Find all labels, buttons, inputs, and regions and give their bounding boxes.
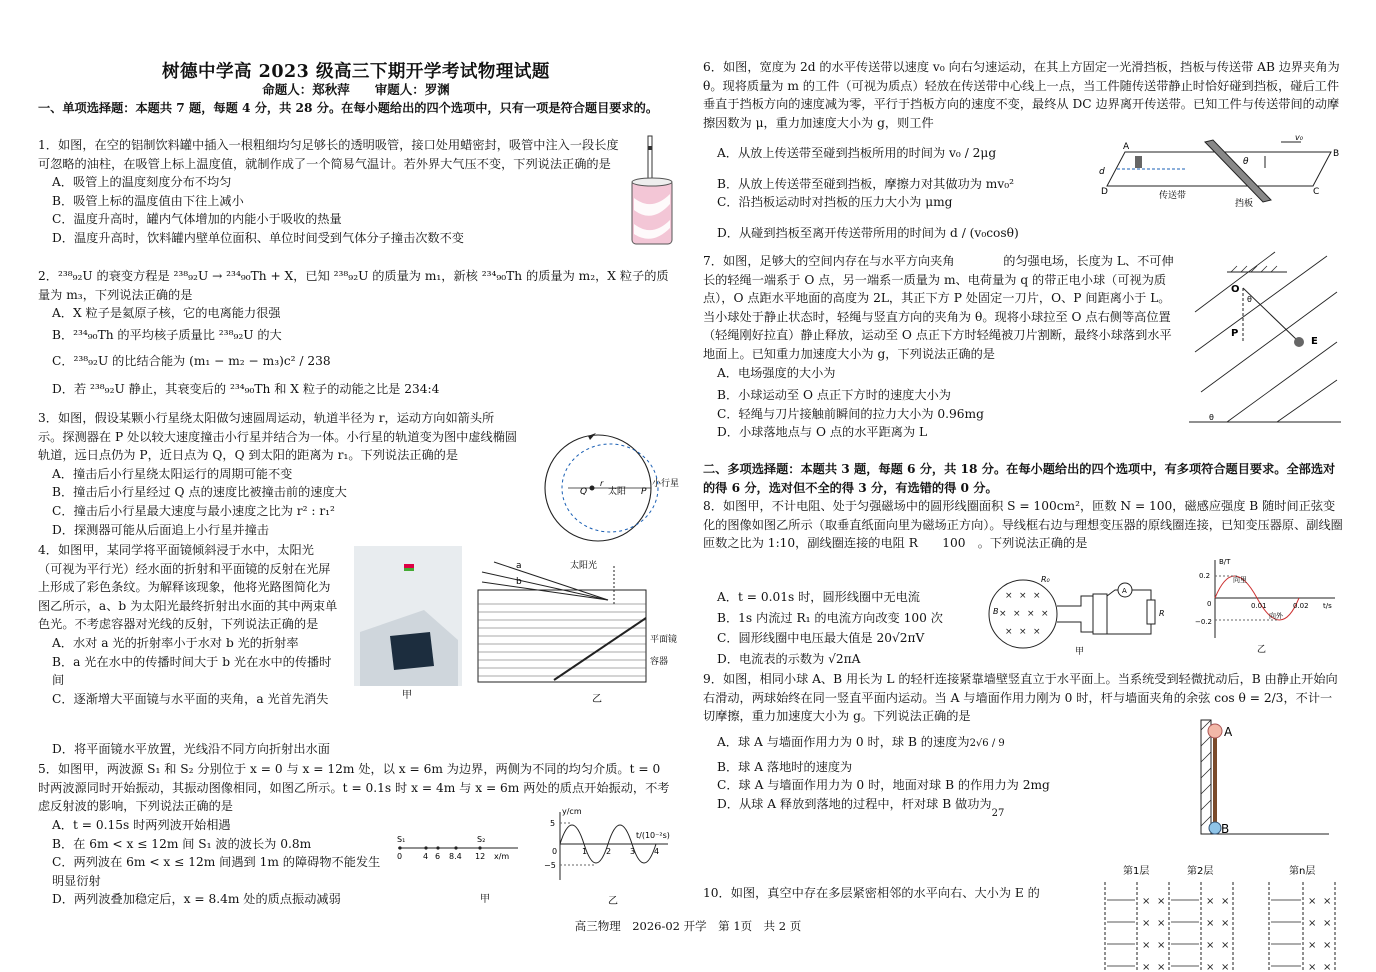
label-outward: 向外 xyxy=(1269,612,1283,620)
question-10 xyxy=(703,884,1103,903)
label-s1: S₁ xyxy=(397,835,406,844)
ball-b xyxy=(1209,822,1221,834)
svg-text:×: × xyxy=(1033,591,1041,601)
tick-0-02: 0.02 xyxy=(1293,602,1309,610)
q7-option-c: C．轻绳与刀片接触前瞬间的拉力大小为 0.96mg xyxy=(717,406,984,421)
direction-arrow xyxy=(588,433,596,440)
q2-option-a: A．X 粒子是氦原子核，它的电离能力很强 xyxy=(52,306,281,321)
q1-option-c: C．温度升高时，罐内气体增加的内能小于吸收的热量 xyxy=(52,212,342,227)
wire-left xyxy=(1057,596,1093,606)
label-q: Q xyxy=(580,487,588,497)
svg-text:×: × xyxy=(1157,896,1166,907)
svg-text:×: × xyxy=(1308,940,1317,951)
question-1 xyxy=(38,136,620,248)
axis-unit: x/m xyxy=(494,852,510,861)
q10-stem: 10．如图，真空中存在多层紧密相邻的水平向右、大小为 E 的 xyxy=(703,886,1040,900)
label-s2: S₂ xyxy=(477,835,486,844)
label-p: P xyxy=(641,487,647,497)
q9-option-a xyxy=(703,733,1163,754)
label-asteroid: 小行星 xyxy=(652,479,680,489)
q8-stem: 8．如图甲，不计电阻、处于匀强磁场中的圆形线圈面积 S = 100cm²，匝数 N = 100，磁感应强度 B 随时间正弦变化的图像如图乙所示（取垂直纸面向里为磁场正方向）。导线框右边与理想变压器的原线圈连接，已知变压器原、副线圈匝数之比为 1:10，副线圈连接的电阻 R 100 。下列说法正确的是 xyxy=(703,499,1343,551)
label-yi: 乙 xyxy=(592,694,602,705)
rod-balls-figure xyxy=(1197,716,1337,842)
q5-stem: 5．如图甲，两波源 S₁ 和 S₂ 分别位于 x = 0 与 x = 12m 处，以 x = 6m 为边界，两侧为不同的均匀介质。t = 0 时两波源同时开始振动，其振动图像相同，如图乙所示。t = 0.1s 时 x = 4m 与 x = 6m 两处的质点开始振动，不考虑反射波的影响，下列说法正确的是 xyxy=(38,762,670,814)
label-a6: A xyxy=(1123,142,1130,152)
svg-text:×: × xyxy=(1019,627,1027,637)
svg-text:×: × xyxy=(1206,896,1215,907)
svg-text:×: × xyxy=(1142,962,1151,972)
q7-stem: 7．如图，足够大的空间内存在与水平方向夹角 的匀强电场，长度为 L、不可伸长的轻绳一端系于 O 点，另一端系一质量为 m、电荷量为 q 的带正电小球（可视为质点），O 点距水平地面的高度为 2L，其正下方 P 处固定一刀片，O、P 间距离小于 L。当小球处于静止状态时，轻绳与竖直方向的夹角为 θ。现将小球拉至 O 点右侧等高位置（轻绳刚好拉直）静止释放，运动至 O 点正下方时轻绳被刀片割断，最终小球落到水平地面上。已知重力加速度大小为 g，下列说法正确的是 xyxy=(703,254,1174,361)
label-mirror: 平面镜 xyxy=(650,635,678,645)
svg-text:×: × xyxy=(1142,940,1151,951)
q8-option-d: D．电流表的示数为 √2πA xyxy=(717,651,861,666)
tick-0-01: 0.01 xyxy=(1251,602,1267,610)
q1-option-a: A．吸管上的温度刻度分布不均匀 xyxy=(52,175,232,190)
rod xyxy=(1213,736,1217,826)
label-r: r xyxy=(600,479,604,488)
q1-option-d: D．温度升高时，饮料罐内壁单位面积、单位时间受到气体分子撞击次数不变 xyxy=(52,230,464,245)
tick-4: 4 xyxy=(423,852,429,861)
b-t-graph-figure xyxy=(1193,554,1343,660)
svg-text:×: × xyxy=(1206,940,1215,951)
tick-12: 12 xyxy=(475,852,486,861)
label-ball-a: A xyxy=(1224,725,1233,739)
q4-option-a: A．水对 a 光的折射率小于水对 b 光的折射率 xyxy=(52,635,299,650)
svg-text:×: × xyxy=(1013,609,1021,619)
q5-option-b: B．在 6m < x ≤ 12m 间 S₁ 波的波长为 0.8m xyxy=(52,836,312,851)
vibration-graph-figure xyxy=(528,806,678,910)
label-a: a xyxy=(516,561,522,571)
tick-5: 5 xyxy=(550,819,556,828)
svg-text:×: × xyxy=(1206,962,1215,972)
q4-stem: 4．如图甲，某同学将平面镜倾斜浸于水中，太阳光（可视为平行光）经水面的折射和平面镜的反射在光屏上形成了彩色条纹。为解释该现象，他将光路图简化为图乙所示，a、b 为太阳光最终折射出水面的其中两束单色光。不考虑容器对光线的反射，下列说法正确的是 xyxy=(38,543,338,632)
question-6 xyxy=(703,58,1343,132)
label-width: d xyxy=(1099,167,1105,177)
q3-option-c: C．撞击后小行星最大速度与最小速度之比为 r² : r₁² xyxy=(52,503,335,518)
orbit-figure xyxy=(528,428,680,544)
question-8-options xyxy=(703,588,983,668)
sun-dot xyxy=(590,486,595,491)
label-theta7: θ xyxy=(1247,295,1252,304)
q6-option-c: C．沿挡板运动时对挡板的压力大小为 μmg xyxy=(717,195,953,210)
question-8 xyxy=(703,497,1343,553)
page-title: 树德中学高 2023 级高三下期开学考试物理试题 xyxy=(162,62,550,82)
tick-0: 0 xyxy=(397,852,403,861)
tick-4b: 4 xyxy=(654,847,660,856)
section1-heading: 一、单项选择题：本题共 7 题，每题 4 分，共 28 分。在每小题给出的四个选项中，只有一项是符合题目要求的。 xyxy=(38,101,659,115)
svg-text:×: × xyxy=(1142,896,1151,907)
baffle xyxy=(1205,140,1271,202)
tick-origin: 0 xyxy=(552,847,558,856)
label-d6: D xyxy=(1101,187,1108,197)
svg-text:×: × xyxy=(1221,940,1230,951)
tick-neg0-2: −0.2 xyxy=(1195,618,1212,626)
label-v0: v₀ xyxy=(1295,133,1303,142)
label-b: b xyxy=(516,577,522,587)
question-4-d xyxy=(38,740,674,759)
page-authors: 命题人：郑秋萍 审题人：罗渊 xyxy=(262,82,450,97)
svg-text:×: × xyxy=(1323,918,1332,929)
wave-axis-figure xyxy=(392,828,522,908)
q1-option-b: B．吸管上标的温度值由下往上减小 xyxy=(52,193,244,208)
q9-option-d xyxy=(703,795,1163,824)
q2-option-c: C．²³⁸₉₂U 的比结合能为 (m₁ − m₂ − m₃)c² / 238 xyxy=(52,354,331,369)
label-yi-8: 乙 xyxy=(1257,645,1267,655)
q9-option-c: C．球 A 与墙面作用力为 0 时，地面对球 B 的作用力为 2mg xyxy=(717,778,1050,793)
label-b6: B xyxy=(1333,149,1340,159)
svg-text:×: × xyxy=(1041,609,1049,619)
q7-option-d: D．小球落地点与 O 点的水平距离为 L xyxy=(717,425,928,440)
tick-origin-8: 0 xyxy=(1207,600,1212,608)
electric-field-figure xyxy=(1187,252,1343,432)
label-yi-5: 乙 xyxy=(608,896,618,907)
q6-option-a: A．从放上传送带至碰到挡板所用的时间为 v₀ / 2μg xyxy=(717,146,997,160)
q4-option-c: C．逐渐增大平面镜与水平面的夹角，a 光首先消失 xyxy=(52,691,329,706)
label-c6: C xyxy=(1313,187,1320,197)
question-7 xyxy=(703,252,1177,442)
q3-stem: 3．如图，假设某颗小行星绕太阳做匀速圆周运动，轨道半径为 r，运动方向如箭头所示。探测器在 P 处以较大速度撞击小行星并结合为一体。小行星的轨道变为图中虚线椭圆轨道，远日点仍为 P，近日点为 Q，Q 到太阳的距离为 r₁。下列说法正确的是 xyxy=(38,411,518,463)
ball-a xyxy=(1208,724,1222,738)
label-p7: P xyxy=(1231,328,1239,339)
label-jia-5: 甲 xyxy=(480,894,490,905)
label-layer2: 第2层 xyxy=(1187,866,1214,877)
svg-text:×: × xyxy=(1308,918,1317,929)
svg-text:×: × xyxy=(1157,940,1166,951)
q2-option-b: B．²³⁴₉₀Th 的平均核子质量比 ²³⁸₉₂U 的大 xyxy=(52,327,282,342)
t-label: t/(10⁻²s) xyxy=(636,831,670,840)
label-ammeter: A xyxy=(1122,587,1127,595)
q6-option-d: D．从碰到挡板至离开传送带所用的时间为 d / (v₀cosθ) xyxy=(717,225,1019,240)
q3-option-a: A．撞击后小行星绕太阳运行的周期可能不变 xyxy=(52,466,293,481)
q8-option-c: C．圆形线圈中电压最大值是 20√2πV xyxy=(717,631,925,646)
q6-stem: 6．如图，宽度为 2d 的水平传送带以速度 v₀ 向右匀速运动，在其上方固定一光滑挡板，挡板与传送带 AB 边界夹角为 θ。现将质量为 m 的工件（可视为质点）轻放在传送带中心线上一点，当工件随传送带静止时恰好碰到挡板，碰后工件垂直于挡板方向的速度减为零，平行于挡板方向的速度不变，最终从 DC 边界离开传送带。已知工件与传送带间的动摩擦因数为 μ，重力加速度大小为 g，则工件 xyxy=(703,60,1340,130)
svg-text:×: × xyxy=(1323,962,1332,972)
svg-text:×: × xyxy=(1019,591,1027,601)
tick-6: 6 xyxy=(435,852,441,861)
q5-option-d: D．两列波叠加稳定后，x = 8.4m 处的质点振动减弱 xyxy=(52,892,341,907)
svg-text:×: × xyxy=(1157,962,1166,972)
q3-option-d: D．探测器可能从后面追上小行星并撞击 xyxy=(52,522,269,537)
q3-option-b: B．撞击后小行星经过 Q 点的速度比被撞击前的速度大 xyxy=(52,485,347,500)
t-label-8: t/s xyxy=(1323,602,1332,610)
section2-heading: 二、多项选择题：本题共 3 题，每题 6 分，共 18 分。在每小题给出的四个选项中，有多项符合题目要求。全部选对的得 6 分，选对但不全的得 3 分，有选错的得 0 分。 xyxy=(703,462,1336,495)
tick-3: 3 xyxy=(630,847,636,856)
mirror-line xyxy=(554,618,646,680)
label-b8: B xyxy=(993,607,999,616)
q6-option-b: B．从放上传送带至碰到挡板，摩擦力对其做功为 mv₀² xyxy=(717,176,1014,191)
label-jia-8: 甲 xyxy=(1075,647,1085,657)
label-layer-n: 第n层 xyxy=(1289,866,1316,877)
label-sunlight: 太阳光 xyxy=(570,561,598,571)
tick-0-2: 0.2 xyxy=(1199,572,1211,580)
label-e: E xyxy=(1311,336,1318,347)
q9-option-d-text: D．从球 A 释放到落地的过程中，杆对球 B 做功为 xyxy=(717,796,992,811)
y-label: y/cm xyxy=(562,807,582,816)
label-inward: 向里 xyxy=(1233,576,1247,584)
transformer xyxy=(1093,594,1107,634)
q2-stem: 2．²³⁸₉₂U 的衰变方程是 ²³⁸₉₂U → ²³⁴₉₀Th + X，已知 ²³⁸₉₂U 的质量为 m₁，新核 ²³⁴₉₀Th 的质量为 m₂，X 粒子的质量为 m₃，下列说法正确的是 xyxy=(38,269,669,302)
svg-text:×: × xyxy=(1206,918,1215,929)
label-theta-ground: θ xyxy=(1209,413,1214,422)
q9-option-d-frac: 27 xyxy=(991,807,1005,819)
q9-option-b: B．球 A 落地时的速度为 xyxy=(717,759,853,774)
transformer-figure xyxy=(985,566,1185,658)
tick-2: 2 xyxy=(606,847,612,856)
workpiece xyxy=(1135,156,1142,168)
question-6-options xyxy=(703,142,1063,242)
label-sun: 太阳 xyxy=(608,487,627,497)
conveyor-figure xyxy=(1095,133,1345,212)
label-baffle: 挡板 xyxy=(1235,199,1254,209)
q7-option-b: B．小球运动至 O 点正下方时的速度大小为 xyxy=(717,388,951,403)
label-container: 容器 xyxy=(650,657,669,667)
layered-field-figure xyxy=(1099,860,1343,972)
oil-column xyxy=(648,146,652,150)
question-4 xyxy=(38,541,338,708)
q4-option-b: B．a 光在水中的传播时间大于 b 光在水中的传播时间 xyxy=(52,654,332,688)
label-layer1: 第1层 xyxy=(1123,866,1150,877)
svg-text:×: × xyxy=(1157,918,1166,929)
svg-text:×: × xyxy=(1033,627,1041,637)
q2-option-d: D．若 ²³⁸₉₂U 静止，其衰变后的 ²³⁴₉₀Th 和 X 粒子的动能之比是 234:4 xyxy=(52,381,440,396)
label-jia: 甲 xyxy=(402,690,412,701)
water-lines xyxy=(478,604,646,676)
mirror-in-water xyxy=(390,632,434,670)
q5-option-a: A．t = 0.15s 时两列波开始相遇 xyxy=(52,818,231,832)
svg-text:×: × xyxy=(1323,940,1332,951)
page-footer: 高三物理 2026-02 开学 第 1页 共 2 页 xyxy=(574,919,802,933)
q4-option-d: D．将平面镜水平放置，光线沿不同方向折射出水面 xyxy=(52,742,330,756)
svg-text:×: × xyxy=(1221,918,1230,929)
q8-option-a: A．t = 0.01s 时，圆形线圈中无电流 xyxy=(717,590,920,604)
label-ball-b: B xyxy=(1221,822,1230,836)
can-thermometer-figure xyxy=(628,134,680,250)
svg-text:×: × xyxy=(999,609,1007,619)
label-r0: R₀ xyxy=(1041,575,1050,584)
label-r: R xyxy=(1159,609,1165,618)
ball xyxy=(1294,337,1304,347)
q1-stem: 1．如图，在空的铝制饮料罐中插入一根粗细均匀足够长的透明吸管，接口处用蜡密封，吸管中注入一段长度可忽略的油柱，在吸管上标上温度值，就制作成了一个简易气温计。若外界大气压不变，下列说法正确的是 xyxy=(38,138,619,171)
q9-option-a-frac: 2√6 / 9 xyxy=(969,738,1005,749)
label-theta6: θ xyxy=(1243,157,1249,167)
q8-option-b: B．1s 内流过 R₁ 的电流方向改变 100 次 xyxy=(717,610,943,625)
resistor xyxy=(1147,600,1155,624)
svg-text:×: × xyxy=(1005,627,1013,637)
mirror-photo-figure xyxy=(354,540,472,700)
question-9-options xyxy=(703,733,1163,823)
question-2 xyxy=(38,267,674,399)
svg-text:×: × xyxy=(1221,962,1230,972)
ray-diagram-figure xyxy=(474,556,678,704)
question-5-options xyxy=(38,816,382,909)
tick-1: 1 xyxy=(582,847,588,856)
svg-text:×: × xyxy=(1308,896,1317,907)
svg-text:×: × xyxy=(1323,896,1332,907)
svg-text:×: × xyxy=(1027,609,1035,619)
b-axis-label: B/T xyxy=(1219,558,1231,566)
svg-text:×: × xyxy=(1005,591,1013,601)
q7-option-a: A．电场强度的大小为 xyxy=(717,365,836,380)
svg-text:×: × xyxy=(1221,896,1230,907)
svg-text:×: × xyxy=(1308,962,1317,972)
label-o: O xyxy=(1231,284,1240,295)
svg-text:×: × xyxy=(1142,918,1151,929)
tick-8-4: 8.4 xyxy=(449,852,462,861)
label-belt: 传送带 xyxy=(1159,191,1187,201)
q9-option-a-text: A．球 A 与墙面作用力为 0 时，球 B 的速度为 xyxy=(717,735,970,749)
tick-neg5: −5 xyxy=(544,861,556,870)
q5-option-c: C．两列波在 6m < x ≤ 12m 间遇到 1m 的障碍物不能发生明显衍射 xyxy=(52,855,381,888)
can-top xyxy=(632,178,672,186)
q9-stem: 9．如图，相同小球 A、B 用长为 L 的轻杆连接紧靠墙壁竖直立于水平面上。当系统受到轻微扰动后，B 由静止开始向右滑动，两球始终在同一竖直平面内运动。当 A 与墙面作用力刚为 0 时，杆与墙面夹角的余弦 cos θ = 2/3，不计一切摩擦，重力加速度大小为 g。下列说法正确的是 xyxy=(703,672,1338,724)
